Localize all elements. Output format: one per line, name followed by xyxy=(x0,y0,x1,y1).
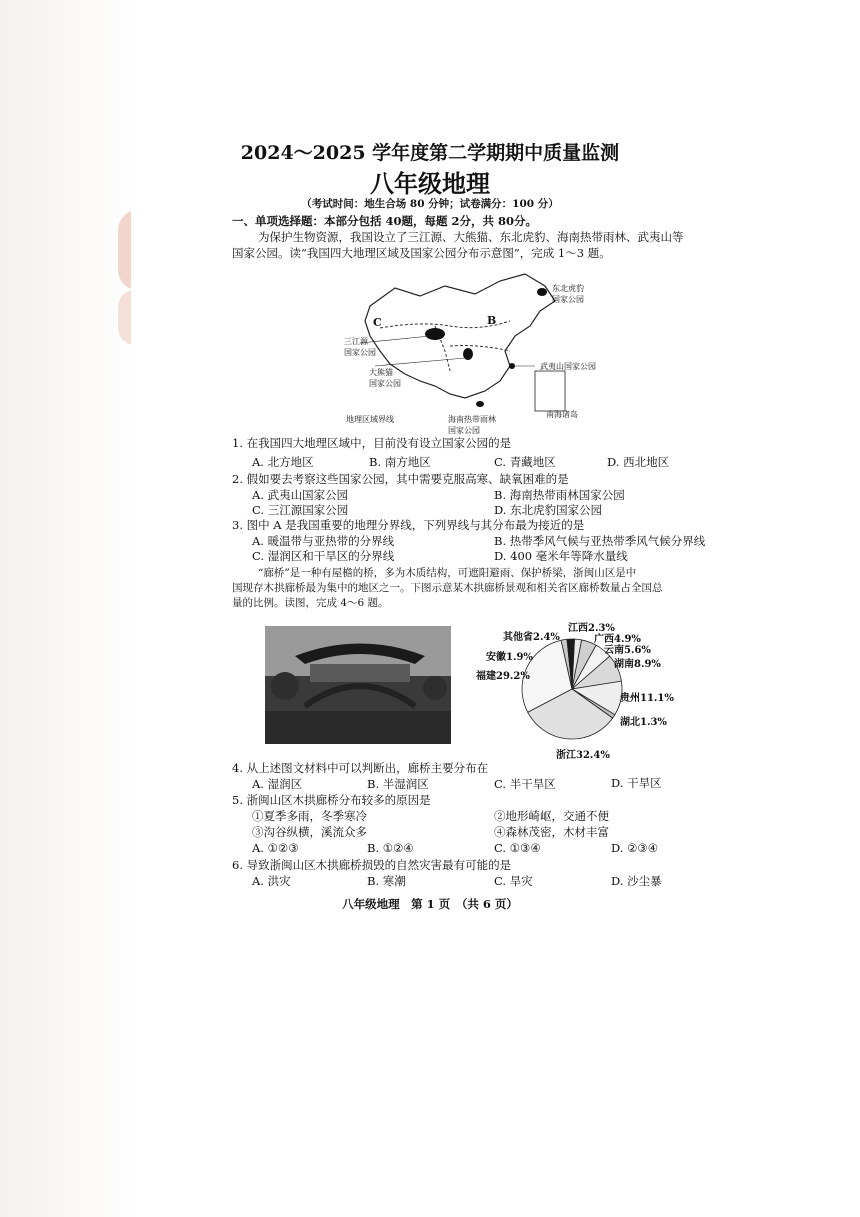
label-dongbei: 东北虎豹 国家公园 xyxy=(552,284,584,304)
q3-option-b[interactable]: B. 热带季风气候与亚热带季风气候分界线 xyxy=(494,534,706,548)
q1-option-a[interactable]: A. 北方地区 xyxy=(252,455,314,469)
pie-label-guangxi: 广西4.9% xyxy=(594,634,641,645)
label-B: B xyxy=(487,314,497,327)
label-sanjiangyuan: 三江源 国家公园 xyxy=(344,337,376,357)
q3-option-d[interactable]: D. 400 毫米年等降水量线 xyxy=(494,549,628,563)
section-heading: 一、单项选择题：本部分包括 40题，每题 2分，共 80分。 xyxy=(232,214,538,228)
park-sanjiangyuan xyxy=(425,328,445,340)
q5-option-d[interactable]: D. ②③④ xyxy=(611,841,659,855)
q3-option-c[interactable]: C. 湿润区和干旱区的分界线 xyxy=(252,549,395,563)
china-map xyxy=(340,266,580,431)
q2-option-c[interactable]: C. 三江源国家公园 xyxy=(252,503,349,517)
q5-option-b[interactable]: B. ①②④ xyxy=(367,841,414,855)
question-3-stem: 3. 图中 A 是我国重要的地理分界线，下列界线与其分布最为接近的是 xyxy=(232,518,585,532)
q5-item-3: ③沟谷纵横，溪流众多 xyxy=(252,825,367,839)
pie-label-guizhou: 贵州11.1% xyxy=(620,693,674,704)
pie-label-anhui: 安徽1.9% xyxy=(486,652,533,663)
q6-option-a[interactable]: A. 洪灾 xyxy=(252,874,291,888)
q1-option-c[interactable]: C. 青藏地区 xyxy=(494,455,556,469)
passage-line-3: 量的比例。读图，完成 4～6 题。 xyxy=(232,597,389,609)
label-hainan: 海南热带雨林 国家公园 xyxy=(448,415,496,435)
intro-line-1: 为保护生物资源，我国设立了三江源、大熊猫、东北虎豹、海南热带雨林、武夷山等 xyxy=(258,230,684,244)
covered-bridge-photo xyxy=(265,626,451,744)
question-4-stem: 4. 从上述图文材料中可以判断出，廊桥主要分布在 xyxy=(232,761,489,775)
label-legend: 地理区域界线 xyxy=(346,415,394,424)
q4-option-d[interactable]: D. 干旱区 xyxy=(611,776,662,790)
q5-option-c[interactable]: C. ①③④ xyxy=(494,841,541,855)
q5-option-a[interactable]: A. ①②③ xyxy=(252,841,299,855)
q2-option-a[interactable]: A. 武夷山国家公园 xyxy=(252,488,349,502)
q1-option-b[interactable]: B. 南方地区 xyxy=(369,455,431,469)
q1-option-d[interactable]: D. 西北地区 xyxy=(607,455,670,469)
pie-label-zhejiang: 浙江32.4% xyxy=(556,750,610,761)
park-dongbei xyxy=(537,288,547,296)
exam-note: （考试时间：地生合场 80 分钟；试卷满分：100 分） xyxy=(301,198,559,210)
question-5-stem: 5. 浙闽山区木拱廊桥分布较多的原因是 xyxy=(232,793,431,807)
q5-item-1: ①夏季多雨，冬季寒冷 xyxy=(252,809,367,823)
pie-label-fujian: 福建29.2% xyxy=(476,671,530,682)
label-wuyishan: 武夷山国家公园 xyxy=(540,362,596,371)
q6-option-d[interactable]: D. 沙尘暴 xyxy=(611,874,662,888)
q4-option-c[interactable]: C. 半干旱区 xyxy=(494,777,556,791)
pie-label-yunnan: 云南5.6% xyxy=(604,645,651,656)
passage-line-1: “廊桥”是一种有屋檐的桥，多为木质结构，可遮阳避雨、保护桥梁，浙闽山区是中 xyxy=(258,567,637,579)
q5-item-4: ④森林茂密，木材丰富 xyxy=(494,825,609,839)
park-wuyishan xyxy=(509,363,515,369)
q5-item-2: ②地形崎岖，交通不便 xyxy=(494,809,609,823)
label-nanhai: 南海诸岛 xyxy=(546,410,578,419)
page-footer: 八年级地理 第 1 页 （共 6 页） xyxy=(342,897,518,911)
nanhai-inset xyxy=(535,371,565,411)
q2-option-b[interactable]: B. 海南热带雨林国家公园 xyxy=(494,488,625,502)
exam-title: 2024～2025 学年度第二学期期中质量监测 xyxy=(240,142,620,164)
passage-line-2: 国现存木拱廊桥最为集中的地区之一。下图示意某木拱廊桥景观和相关省区廊桥数量占全国总 xyxy=(232,582,663,594)
q6-option-b[interactable]: B. 寒潮 xyxy=(367,874,406,888)
label-C: C xyxy=(373,316,382,329)
q4-option-b[interactable]: B. 半湿润区 xyxy=(367,777,429,791)
pie-label-others: 其他省2.4% xyxy=(503,632,560,643)
pie-label-jiangxi: 江西2.3% xyxy=(568,623,615,634)
question-6-stem: 6. 导致浙闽山区木拱廊桥损毁的自然灾害最有可能的是 xyxy=(232,858,512,872)
park-hainan xyxy=(476,401,484,407)
intro-line-2: 国家公园。读“我国四大地理区域及国家公园分布示意图”，完成 1～3 题。 xyxy=(232,246,611,260)
q6-option-c[interactable]: C. 旱灾 xyxy=(494,874,533,888)
q3-option-a[interactable]: A. 暖温带与亚热带的分界线 xyxy=(252,534,395,548)
pie-label-hubei: 湖北1.3% xyxy=(620,717,667,728)
subject-title: 八年级地理 xyxy=(370,169,490,198)
label-daxiongmao: 大熊猫 国家公园 xyxy=(369,368,401,388)
q4-option-a[interactable]: A. 湿润区 xyxy=(252,777,303,791)
pie-label-hunan: 湖南8.9% xyxy=(614,659,661,670)
region-boundary-line xyxy=(450,346,510,351)
question-2-stem: 2. 假如要去考察这些国家公园，其中需要克服高寒、缺氧困难的是 xyxy=(232,472,569,486)
q2-option-d[interactable]: D. 东北虎豹国家公园 xyxy=(494,503,603,517)
question-1-stem: 1. 在我国四大地理区域中，目前没有设立国家公园的是 xyxy=(232,436,512,450)
